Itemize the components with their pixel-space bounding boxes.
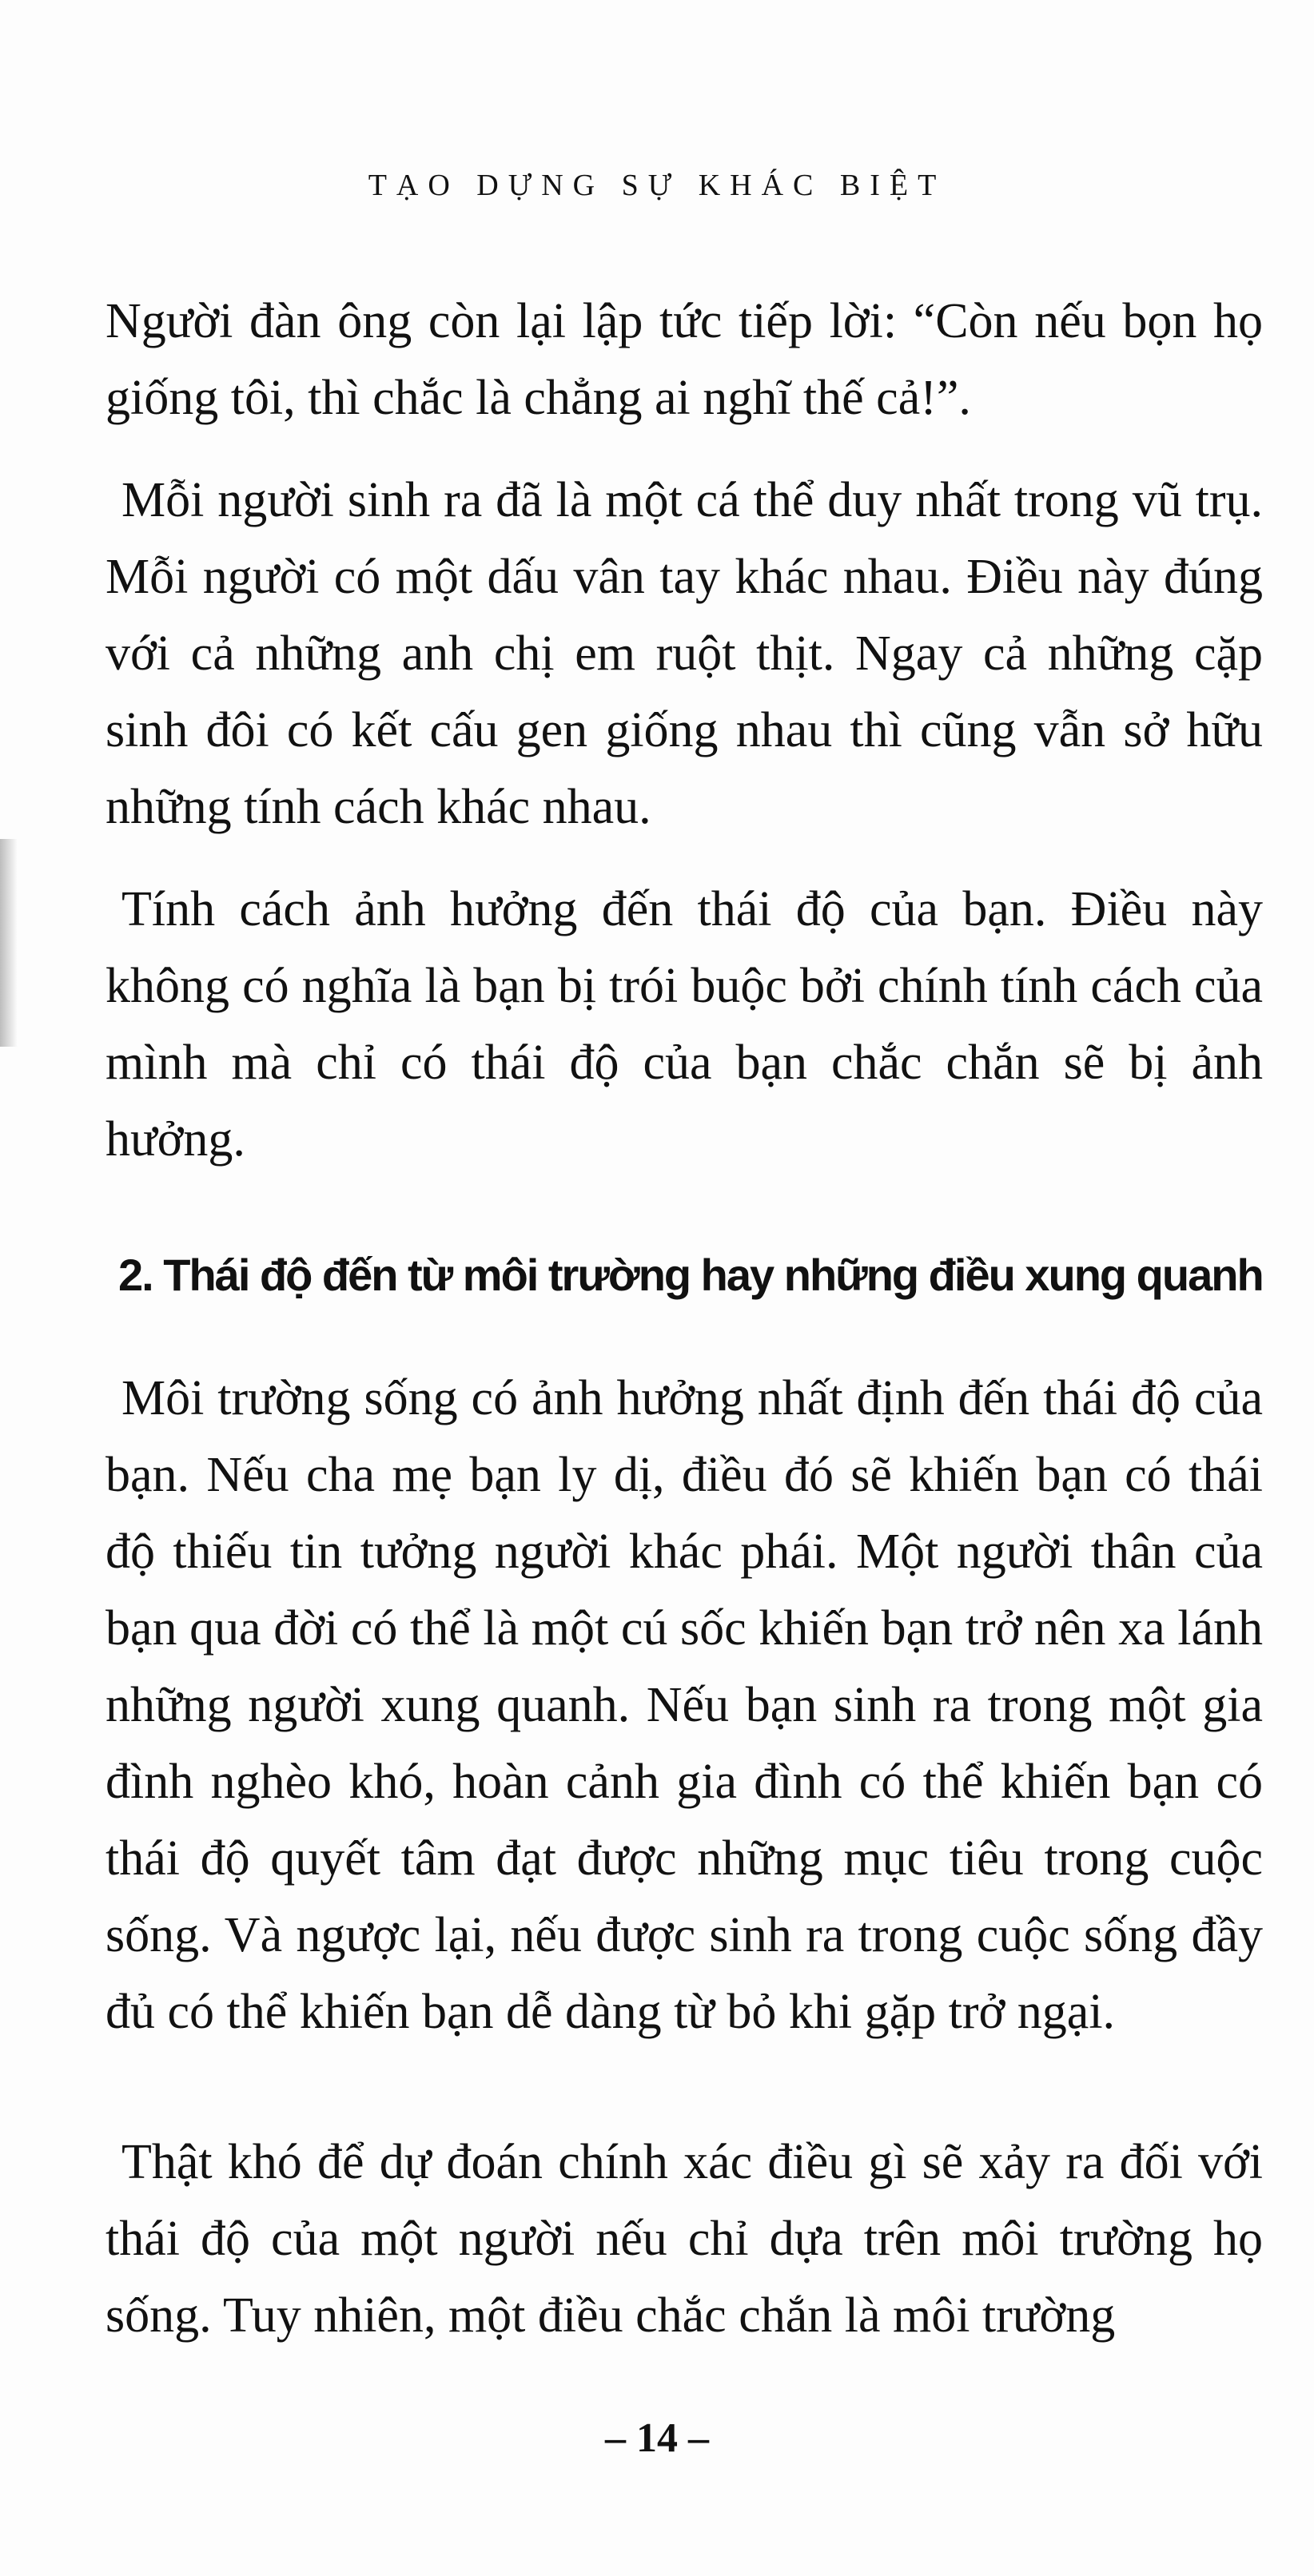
paragraph-4: Môi trường sống có ảnh hưởng nhất định đến thái độ của bạn. Nếu cha mẹ bạn ly dị, điều đó sẽ khiến bạn có thái độ thiếu tin tưởng người khác phái. Một người thân của bạn qua đời có thể là một cú sốc khiến bạn trở nên xa lánh những người xung quanh. Nếu bạn sinh ra trong một gia đình nghèo khó, hoàn cảnh gia đình có thể khiến bạn có thái độ quyết tâm đạt được những mục tiêu trong cuộc sống. Và ngược lại, nếu được sinh ra trong cuộc sống đầy đủ có thể khiến bạn dễ dàng từ bỏ khi gặp trở ngại. [106, 1371, 1263, 2039]
paragraph-1: Người đàn ông còn lại lập tức tiếp lời: “Còn nếu bọn họ giống tôi, thì chắc là chẳng ai nghĩ thế cả!”. [106, 294, 1263, 425]
section-heading: 2. Thái độ đến từ môi trường hay những điều xung quanh [118, 1250, 1263, 1300]
paragraph-2: Mỗi người sinh ra đã là một cá thể duy nhất trong vũ trụ. Mỗi người có một dấu vân tay khác nhau. Điều này đúng với cả những anh chị em ruột thịt. Ngay cả những cặp sinh đôi có kết cấu gen giống nhau thì cũng vẫn sở hữu những tính cách khác nhau. [106, 473, 1263, 834]
paragraph-5: Thật khó để dự đoán chính xác điều gì sẽ xảy ra đối với thái độ của một người nếu chỉ dựa trên môi trường họ sống. Tuy nhiên, một điều chắc chắn là môi trường [106, 2135, 1263, 2343]
page-edge-shadow [0, 839, 18, 1047]
running-header: TẠO DỰNG SỰ KHÁC BIỆT [368, 169, 946, 202]
paragraph-3: Tính cách ảnh hưởng đến thái độ của bạn. Điều này không có nghĩa là bạn bị trói buộc bởi chính tính cách của mình mà chỉ có thái độ của bạn chắc chắn sẽ bị ảnh hưởng. [106, 882, 1263, 1167]
page-number: – 14 – [605, 2415, 709, 2461]
